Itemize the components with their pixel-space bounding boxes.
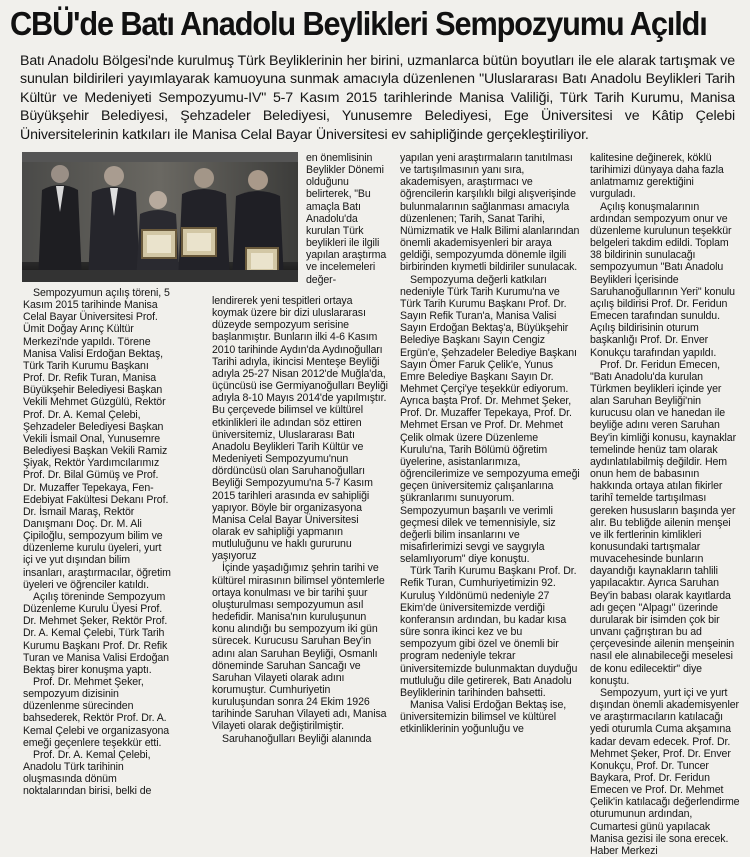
column-2-top-paragraph: en önemlisinin Beylikler Dönemi olduğunu belirterek, "Bu amaçla Batı Anadolu'da kurulan Türk beylikleri ile ilgili yapılan araştırma ve incelemeleri değer- (306, 152, 387, 286)
ceremony-photo-image (22, 152, 298, 282)
column-3 (400, 152, 580, 736)
column-4 (590, 152, 740, 857)
column-3-paragraph: Manisa Valisi Erdoğan Bektaş ise, üniversitemizin bilimsel ve kültürel etkinliklerinin yoğunluğu ve (400, 699, 567, 736)
ceremony-photo (22, 152, 298, 282)
column-1 (23, 287, 173, 798)
column-2-top (306, 152, 387, 286)
column-4-paragraph: Prof. Dr. Feridun Emecen, "Batı Anadolu'da kurulan Türkmen beylikleri içinde yer alan Saruhan Beyliği'nin kurucusu olan ve hanedan ile beyliğe adını veren Saruhan Bey'in kimliği konusu, kaynaklar temelinde henüz tam olarak aydınlatılabilmiş değildir. Hem onun hem de babasının hakkında ortaya atılan fikirler tarihî temelde tartışılması gereken hususların başında yer alır. Bu tebliğde ailenin menşei ve ilk fertlerinin kimlikleri konusundaki tartışmalar muvacehesinde bunların dayandığı kaynakların tahlili yapılacaktır. Ayrıca Saruhan Bey'in babası olarak kayıtlarda adı geçen "Alpagı" üzerinde durularak bir isimden çok bir unvanı çağrıştıran bu ad çerçevesinde ailenin menşeinin nasıl ele alınabileceği meselesi de konu edilecektir" diye konuştu. (590, 358, 737, 687)
column-4-paragraph: kalitesine değinerek, köklü tarihimizi dünyaya daha fazla anlatmamız gerektiğini vurguladı. (590, 152, 724, 201)
column-1-paragraph: Prof. Dr. Mehmet Şeker, sempozyum dizisinin düzenlenme sürecinden bahsederek, Rektör Prof. Dr. A. Kemal Çelebi ve organizasyona emeği geçenlere teşekkür etti. (23, 676, 170, 749)
column-3-paragraph: Sempozyuma değerli katkıları nedeniyle Türk Tarih Kurumu'na ve Türk Tarih Kurumu Başkanı Prof. Dr. Sayın Refik Turan'a, Manisa Valisi Sayın Erdoğan Bektaş'a, Büyükşehir Belediye Başkanı Sayın Cengiz Ergün'e, Şehzadeler Belediye Başkanı Sayın Ömer Faruk Çelik'e, Yunus Emre Belediye Başkanı Sayın Dr. Mehmet Çerçi'ye teşekkür ediyorum. Ayrıca başta Prof. Dr. Mehmet Şeker, Prof. Dr. Muzaffer Tepekaya, Prof. Dr. Mehmet Ersan ve Prof. Dr. Mehmet Çelik olmak üzere Düzenleme Kurulu'na, Tarih Bölümü öğretim üyelerine, asistanlarımıza, öğrencilerimize ve sempozyuma emeği geçen üniversitemiz çalışanlarına şükranlarımı sunuyorum. Sempozyumun başarılı ve verimli geçmesi dilek ve temennisiyle, siz değerli bilim insanlarını ve misafirlerimizi sevgi ve saygıyla selamlıyorum" diye konuştu. (400, 273, 580, 566)
headline: CBÜ'de Batı Anadolu Beylikleri Sempozyumu Açıldı (10, 5, 707, 42)
column-3-paragraph: Türk Tarih Kurumu Başkanı Prof. Dr. Refik Turan, Cumhuriyetimizin 92. Kuruluş Yıldönümü nedeniyle 27 Ekim'de üniversitemizde verdiği konferansın ardından, bu kadar kısa süre sonra ikinci kez ve bu sempozyum gibi özel ve önemli bir program nedeniyle tekrar üniversitemizde bulunmaktan duyduğu mutluluğu dile getirerek, Batı Anadolu Beyliklerinin tarihinden bahsetti. (400, 565, 578, 699)
column-1-paragraph: Prof. Dr. A. Kemal Çelebi, Anadolu Türk tarihinin oluşmasında dönüm noktalarından birisi, belki de (23, 748, 152, 798)
column-1-paragraph: Açılış töreninde Sempozyum Düzenleme Kurulu Üyesi Prof. Dr. Mehmet Şeker, Rektör Prof. Dr. A. Kemal Çelebi, Türk Tarih Kurumu Başkanı Prof. Dr. Refik Turan ve Manisa Valisi Erdoğan Bektaş birer konuşma yaptı. (23, 590, 169, 676)
column-2-paragraph: lendirerek yeni tespitleri ortaya koymak üzere bir dizi uluslararası düzeyde sempozyum serisine başlanmıştır. Bunların ilki 4-6 Kasım 2010 tarihinde Aydın'da Aydınoğulları Tarihi adıyla, ikincisi Menteşe Beyliği adıyla 25-27 Nisan 2012'de Muğla'da, üçüncüsü ise Germiyanoğulları Beyliği adıyla 8-10 Mayıs 2014'de yapılmıştır. Bu çerçevede bilimsel ve kültürel etkinlikleri ile adından söz ettiren üniversitemiz, Uluslararası Batı Anadolu Beylikleri Tarih Kültür ve Medeniyeti Sempozyumu'nun dördüncüsü olan Saruhanoğulları Beyliği Sempozyumu'na 5-7 Kasım 2015 tarihleri arasında ev sahipliği yapıyor. Böyle bir organizasyona Manisa Celal Bayar Üniversitesi olarak ev sahipliği yapmanın mutluluğunu ve haklı gururunu yaşıyoruz (212, 295, 388, 563)
lead-text: Batı Anadolu Bölgesi'nde kurulmuş Türk Beyliklerinin her birini, uzmanlarca bütün boyutları ile ele alarak tartışmak ve sunulan bildirileri yayımlayarak kamuoyuna sunmak amacıyla düzenlenen "Uluslararası Batı Anadolu Beylikleri Tarih Kültür ve Medeniyeti Sempozyumu-IV" 5-7 Kasım 2015 tarihlerinde Manisa Valiliği, Türk Tarih Kurumu, Manisa Büyükşehir Belediyesi, Şehzadeler Belediyesi, Yunusemre Belediyesi, Ege Üniversitesi ve Kâtip Çelebi Üniversitelerinin katkıları ile Manisa Celal Bayar Üniversitesi ev sahipliğinde gerçekleştiriliyor. (20, 53, 735, 143)
column-1-paragraph: Sempozyumun açılış töreni, 5 Kasım 2015 tarihinde Manisa Celal Bayar Üniversitesi Prof. Ümit Doğay Arınç Kültür Merkezi'nde yapıldı. Törene Manisa Valisi Erdoğan Bektaş, Türk Tarih Kurumu Başkanı Prof. Dr. Refik Turan, Manisa Büyükşehir Belediyesi Başkan Vekili Mehmet Güzgülü, Rektör Prof. Dr. A. Kemal Çelebi, Şehzadeler Belediyesi Başkan Vekili İsmail Onal, Yunusemre Belediyesi Başkan Vekili Ramiz Şiyak, Rektör Yardımcılarımız Prof. Dr. Bilal Gümüş ve Prof. Dr. Muzaffer Tepekaya, Fen-Edebiyat Fakültesi Dekanı Prof. Dr. İsmail Maraş, Rektör Danışmanı Doç. Dr. M. Ali Çipiloğlu, sempozyum bilim ve düzenleme kurulu üyeleri, yurt içi ve yut dışından bilim insanları, araştırmacılar, öğretim üyeleri ve öğrenciler katıldı. (23, 287, 171, 591)
column-4-paragraph: Sempozyum, yurt içi ve yurt dışından önemli akademisyenler ve araştırmacıların katılacağı yedi oturumla Cuma akşamına kadar devam edecek. Prof. Dr. Mehmet Şeker, Prof. Dr. Enver Konukçu, Prof. Dr. Tuncer Baykara, Prof. Dr. Feridun Emecen ve Prof. Dr. Mehmet Çelik'in katılacağı değerlendirme oturumunun ardından, Cumartesi günü yapılacak Manisa gezisi ile sona erecek. Haber Merkezi (590, 686, 740, 857)
column-2 (212, 295, 389, 745)
column-2-paragraph: Saruhanoğulları Beyliği alanında (222, 732, 372, 745)
column-3-paragraph: yapılan yeni araştırmaların tanıtılması ve tartışılmasının yanı sıra, akademisyen, araştırmacı ve öğrencilerin karşılıklı bilgi alışverişinde bulunmalarının sağlanması amacıyla düzenlenen; Tarih, Sanat Tarihi, Nümizmatik ve Halk Bilimi alanlarından önemli akademisyenleri bir araya geldiği, sempozyumda dönemle ilgili birbirinden kıymetli bildiriler sunulacak. (400, 152, 580, 274)
lead-paragraph (20, 52, 735, 144)
column-4-paragraph: Açılış konuşmalarının ardından sempozyum onur ve düzenleme kurulunun teşekkür belgeleri takdim edildi. Toplam 38 bildirinin sunulacağı sempozyumun "Batı Anadolu Beylikleri İçerisinde Saruhanoğullarının Yeri" konulu açılış bildirisi Prof. Dr. Feridun Emecen tarafından sunuldu. Açılış bildirisinin oturum başkanlığı Prof. Dr. Enver Konukçu tarafından yapıldı. (590, 200, 735, 359)
column-2-paragraph: İçinde yaşadığımız şehrin tarihi ve kültürel mirasının bilimsel yöntemlerle ortaya konulması ve bir tarihi şuur oluşturulması sempozyumun asıl hedefidir. Manisa'nın kuruluşunun konu alındığı bu sempozyum iki gün sürecek. Kurucusu Saruhan Bey'in adını alan Saruhan Beyliği, Osmanlı döneminde Saruhan Sancağı ve Saruhan Vilayeti olarak adını korumuştur. Cumhuriyetin kuruluşundan sonra 24 Ekim 1926 tarihinde Saruhan Vilayeti adı, Manisa Vilayeti olarak değiştirilmiştir. (212, 562, 387, 733)
